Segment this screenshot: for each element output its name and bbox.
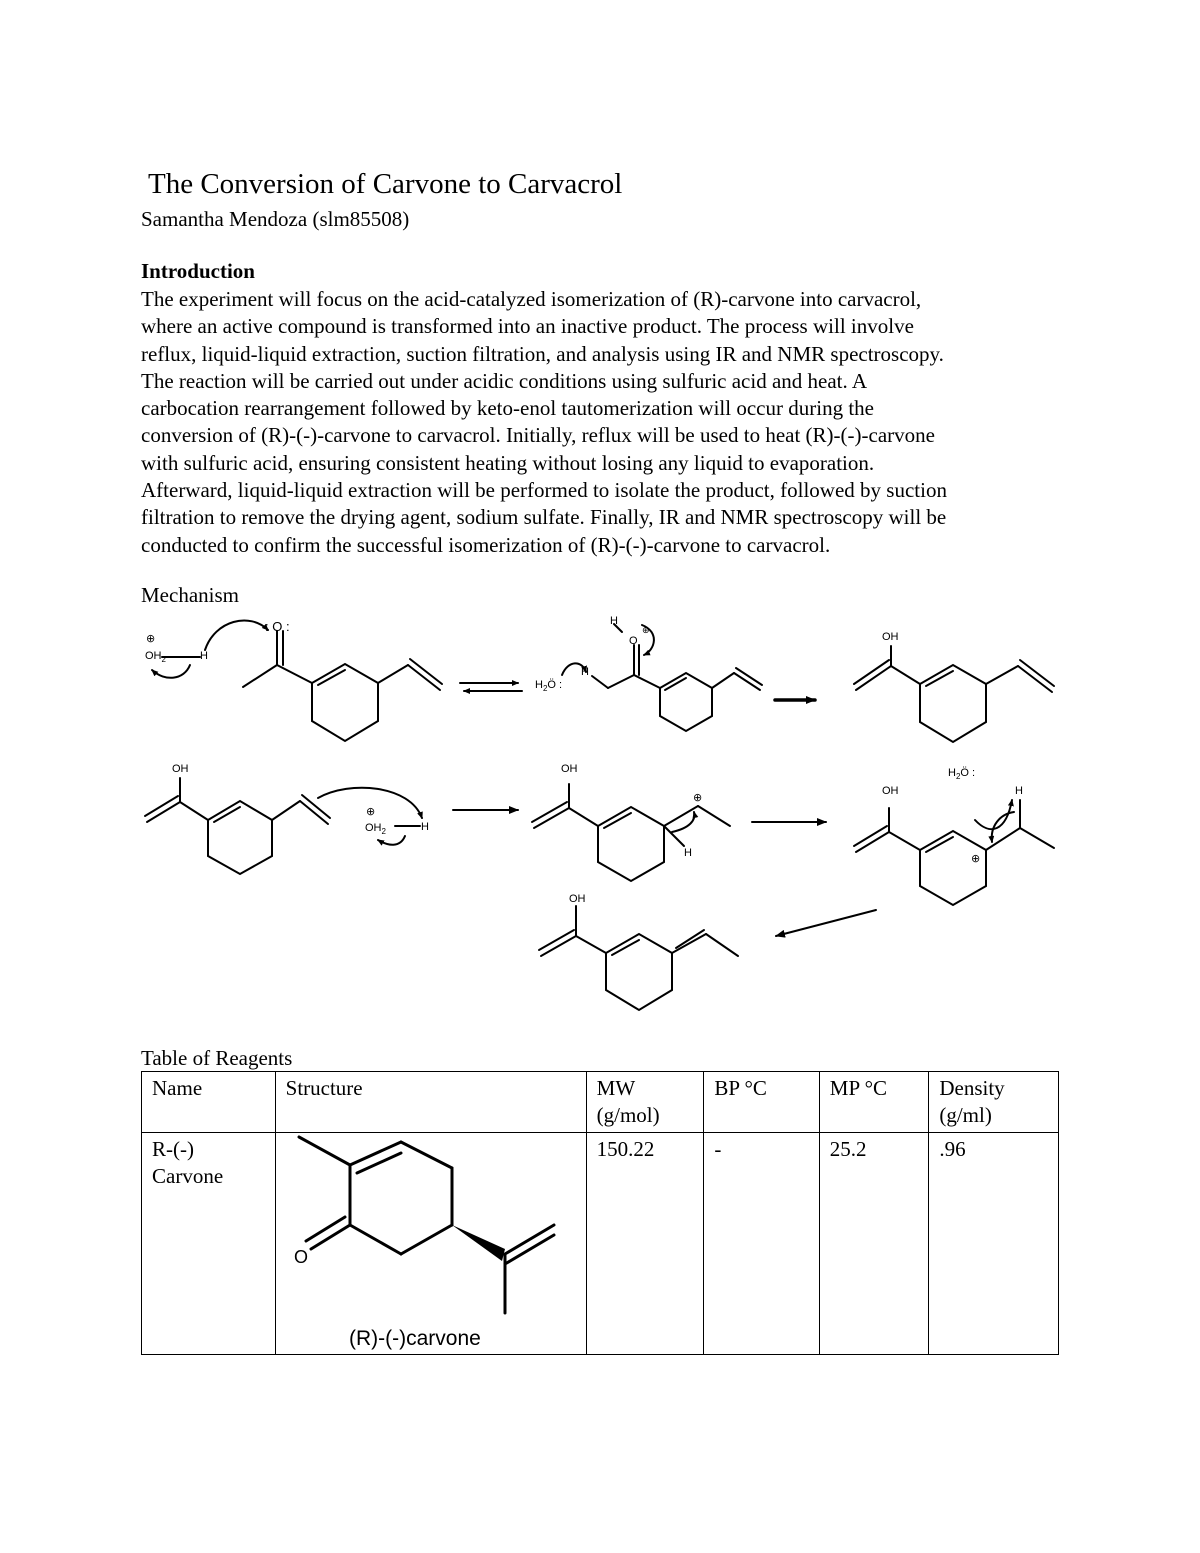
table-row [142,1133,1059,1355]
cell-mp: 25.2 [819,1133,929,1355]
intro-line: conversion of (R)-(-)-carvone to carvacrol. Initially, reflux will be used to heat (R)-(-)-carvone [141,423,935,448]
header-structure: Structure [275,1072,586,1133]
intro-line: reflux, liquid-liquid extraction, suction filtration, and analysis using IR and NMR spectroscopy. [141,341,944,366]
carvone-structure-image [276,1133,586,1353]
intro-line: The reaction will be carried out under acidic conditions using sulfuric acid and heat. A [141,368,868,393]
structure-enol [854,646,1054,742]
h-label: H [421,821,429,833]
oh-label: OH [882,631,899,643]
o-label: O [629,635,638,647]
structure-protonated-carvone [592,624,762,731]
oh2-label: $OH_2$ [145,650,166,664]
structure-enol-2 [145,778,330,874]
plus-label: ⊕ [971,853,981,865]
structure-product [539,906,738,1010]
intro-line: with sulfuric acid, ensuring consistent heating without losing any liquid to evaporation. [141,450,875,475]
header-name: Name [142,1072,276,1133]
oh2-label: $OH_2$ [365,822,386,836]
intro-line: carbocation rearrangement followed by keto-enol tautomerization will occur during the [141,396,874,421]
plus-label: ⊕ [642,625,650,635]
document-title: The Conversion of Carvone to Carvacrol [148,168,623,200]
intro-line: Afterward, liquid-liquid extraction will be performed to isolate the product, followed by suction [141,478,947,503]
cell-density: .96 [929,1133,1059,1355]
h-label: H [200,650,208,662]
h-label: H [684,847,692,859]
oh-label: OH [561,763,578,775]
header-mw: MW (g/mol) [586,1072,704,1133]
h2o-label: $H_2Ö$ : [948,767,976,781]
h-label: H [581,666,589,678]
document-author: Samantha Mendoza (slm85508) [141,207,410,231]
cell-name: R-(-) Carvone [142,1133,276,1355]
intro-line: where an active compound is transformed into an inactive product. The process will involve [141,314,914,339]
reagents-table [141,1071,1059,1355]
plus-label: ⊕ [146,633,156,645]
cell-bp: - [704,1133,819,1355]
introduction-heading: Introduction [141,259,255,283]
plus-label: ⊕ [366,806,376,818]
structure-o-label: O [293,1247,308,1267]
intro-line: filtration to remove the drying agent, sodium sulfate. Finally, IR and NMR spectroscopy will be [141,505,947,530]
h-label: H [1015,785,1023,797]
structure-tertiary-carbocation [854,800,1054,905]
mechanism-diagram [0,600,1200,1030]
header-bp: BP °C [704,1072,819,1133]
reagents-table-label: Table of Reagents [141,1046,293,1070]
cell-structure [275,1133,586,1355]
oh-label: OH [882,785,899,797]
introduction-paragraph [141,286,1061,559]
table-header-row [142,1072,1059,1133]
plus-label: ⊕ [693,792,703,804]
oh-label: OH [569,893,586,905]
intro-line: conducted to confirm the successful isomerization of (R)-(-)-carvone to carvacrol. [141,532,831,557]
structure-caption: (R)-(-)carvone [348,1327,481,1350]
h-label: H [610,615,618,627]
oh-label: OH [172,763,189,775]
header-mp: MP °C [819,1072,929,1133]
carbonyl-o-label: : O : [265,619,290,634]
h2o-label: $H_2Ö$ : [535,679,563,693]
intro-line: The experiment will focus on the acid-catalyzed isomerization of (R)-carvone into carvacrol, [141,287,922,311]
header-density: Density (g/ml) [929,1072,1059,1133]
cell-mw: 150.22 [586,1133,704,1355]
mechanism-label: Mechanism [141,583,239,607]
structure-carvone [243,631,442,741]
